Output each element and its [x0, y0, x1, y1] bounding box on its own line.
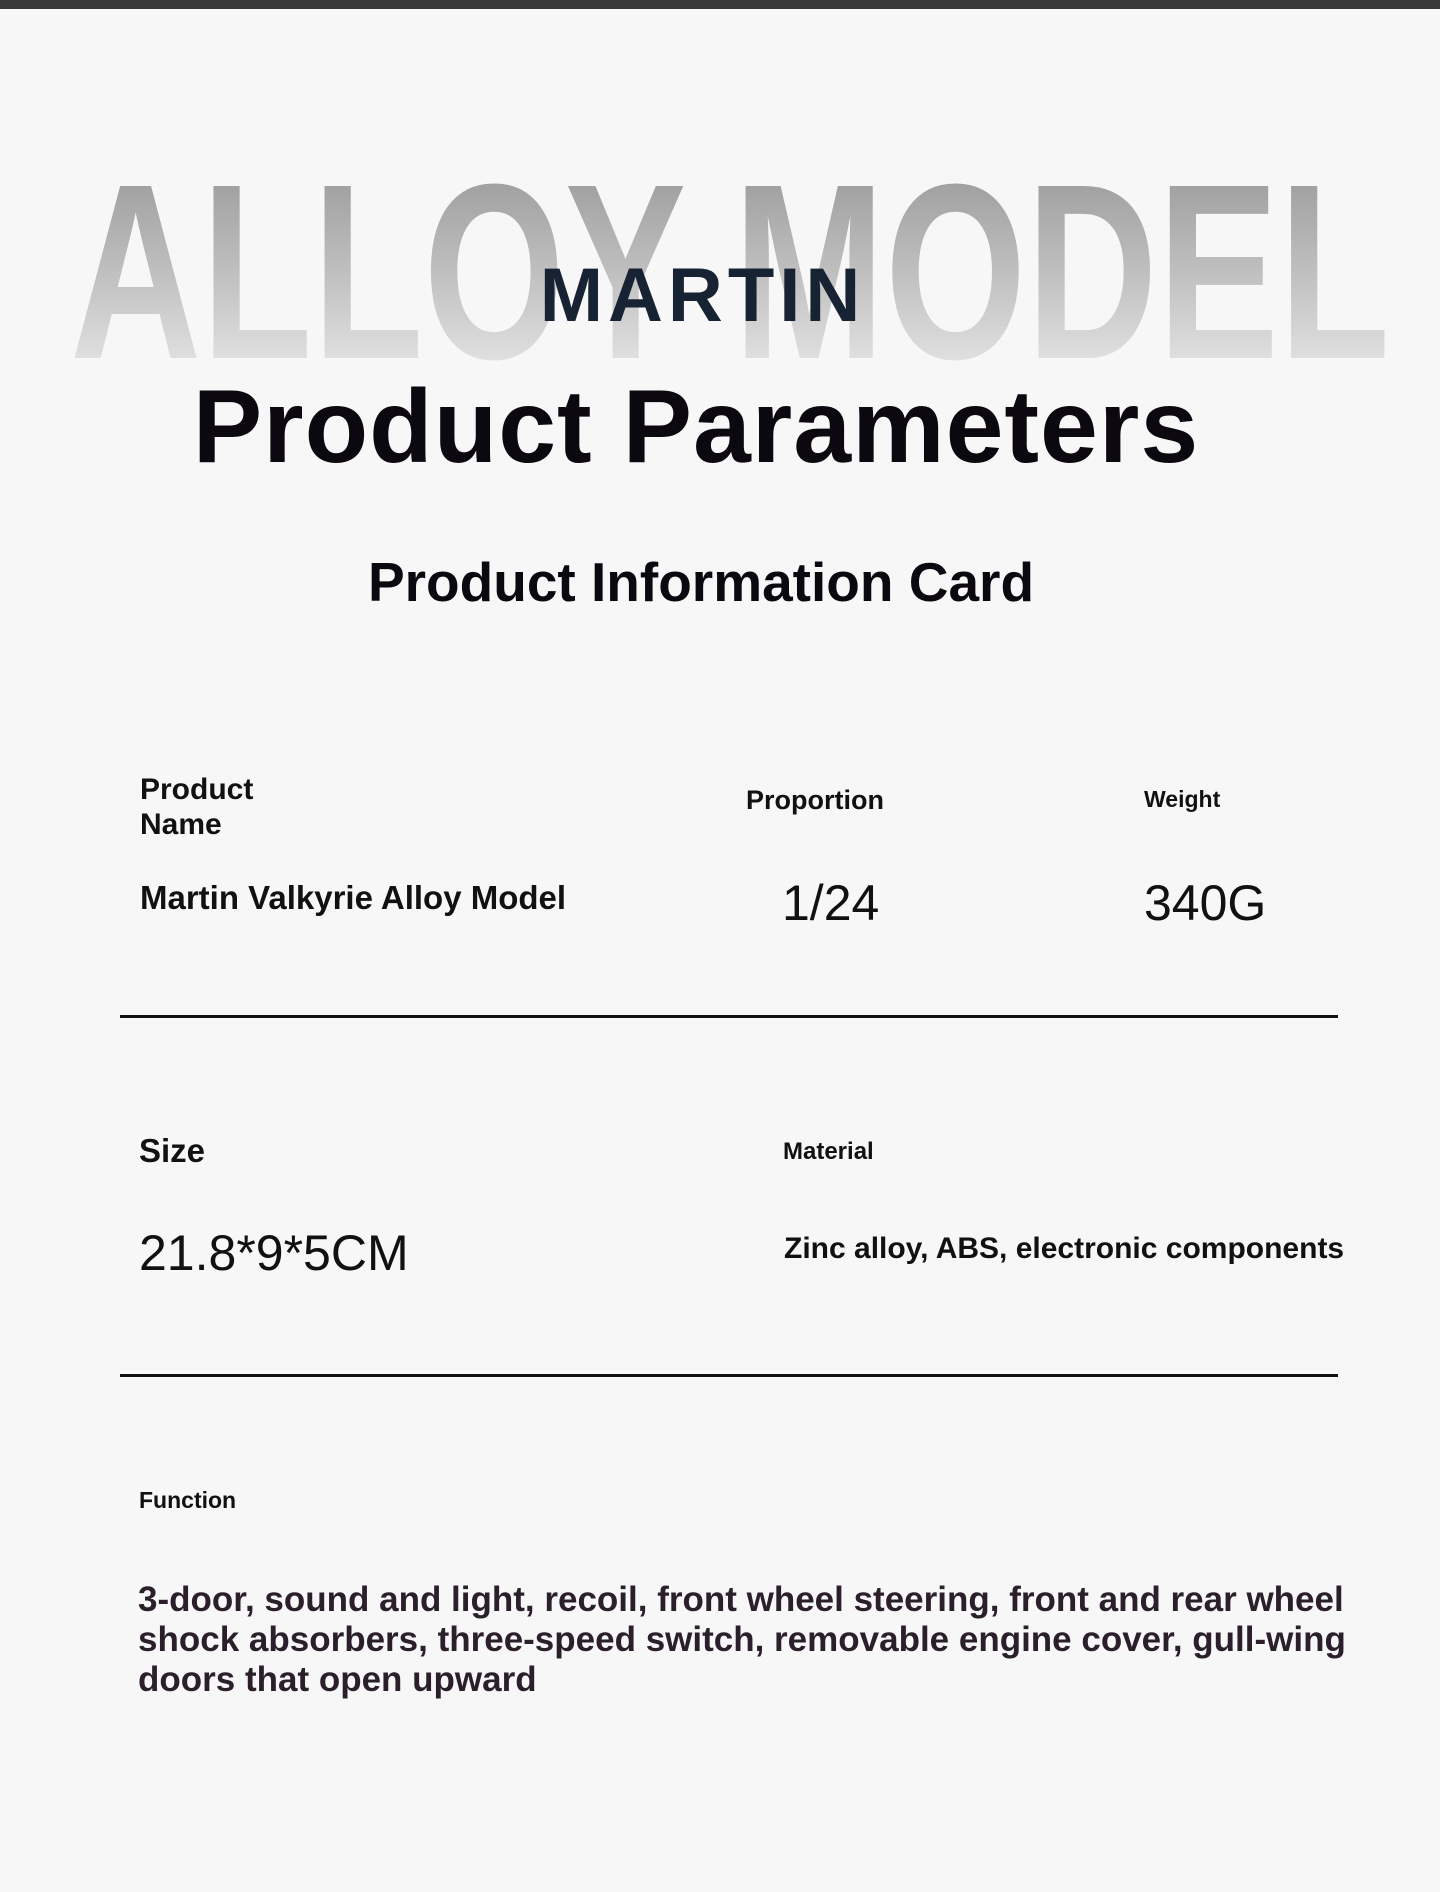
weight-label: Weight — [1144, 786, 1221, 812]
function-value: 3-door, sound and light, recoil, front wheel steering, front and rear wheel shock absorbers, three-speed switch, removable engine cover, gull-wing doors that open upward — [138, 1580, 1346, 1699]
background-title-text: ALLOY MODEL — [70, 148, 1390, 368]
proportion-label: Proportion — [746, 785, 884, 815]
page-title: Product Parameters — [192, 369, 1200, 485]
function-label: Function — [139, 1487, 237, 1513]
divider-top — [120, 1015, 1338, 1018]
proportion-value: 1/24 — [782, 875, 880, 931]
weight-value: 340G — [1144, 875, 1267, 931]
top-bar — [0, 0, 1440, 9]
product-name-value: Martin Valkyrie Alloy Model — [140, 879, 567, 916]
size-label: Size — [139, 1132, 206, 1169]
page-subtitle: Product Information Card — [367, 551, 1035, 613]
material-label: Material — [783, 1138, 874, 1165]
size-value: 21.8*9*5CM — [139, 1225, 409, 1281]
material-value: Zinc alloy, ABS, electronic components — [784, 1232, 1345, 1265]
divider-bottom — [120, 1374, 1338, 1377]
product-name-label: Product Name — [140, 773, 254, 841]
brand-name: MARTIN — [539, 253, 866, 338]
